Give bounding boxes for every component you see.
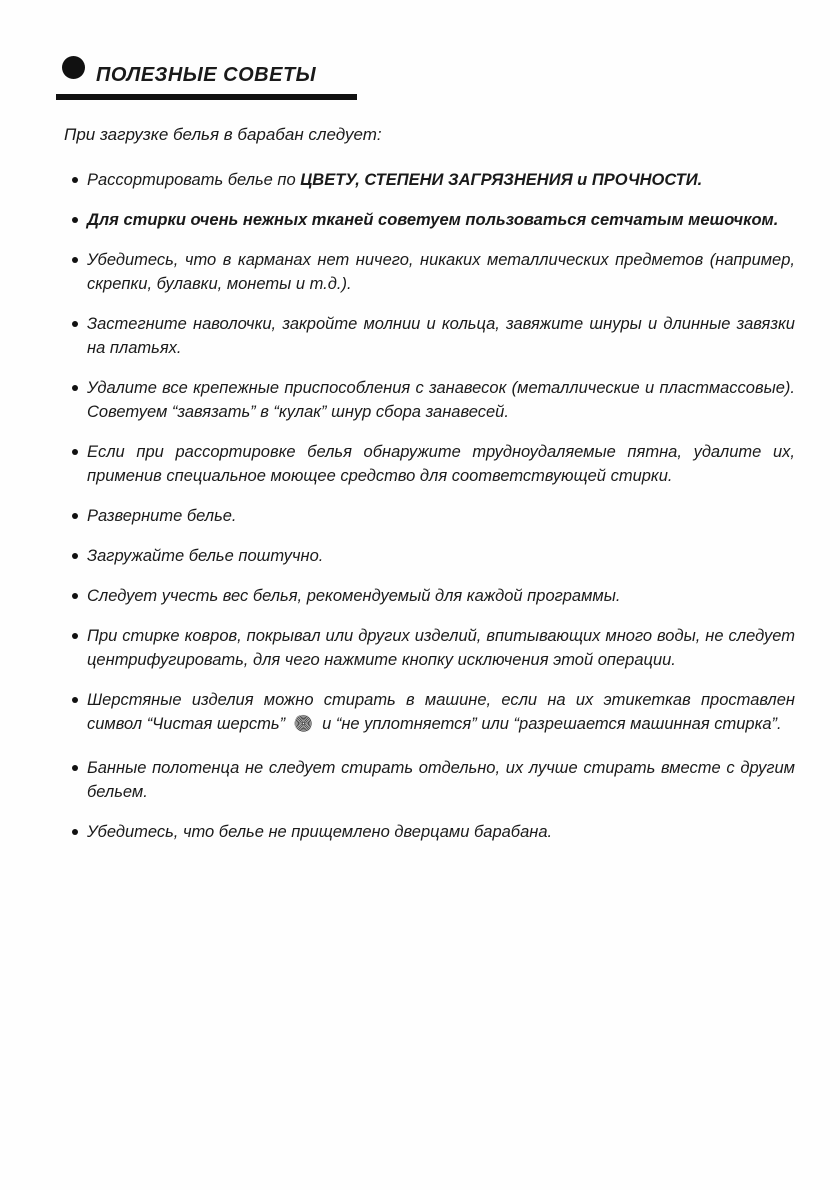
tips-list [57,168,795,844]
bullet-dot-icon [72,593,78,599]
list-item [72,544,795,568]
bullet-text: Застегните наволочки, закройте молнии и кольца, завяжите шнуры и длинные завязки на платьях. [87,315,795,357]
list-item [72,440,795,488]
list-item [72,168,795,192]
bullet-dot-icon [72,257,78,263]
list-item [72,312,795,360]
bullet-text: Рассортировать белье по [87,171,301,189]
list-item [72,504,795,528]
woolmark-icon [293,714,314,740]
bullet-text: Убедитесь, что белье не прищемлено дверцами барабана. [87,823,553,841]
list-item [72,376,795,424]
bullet-dot-icon [72,217,78,223]
bullet-dot-icon [72,697,78,703]
bullet-dot-icon [72,633,78,639]
bullet-text: Разверните белье. [87,507,237,525]
bullet-dot-icon [72,449,78,455]
bullet-dot-icon [72,513,78,519]
list-item [72,624,795,672]
bullet-dot-icon [72,177,78,183]
bullet-text: Загружайте белье поштучно. [87,547,324,565]
list-item [72,756,795,804]
bullet-text-bold: ЦВЕТУ, СТЕПЕНИ ЗАГРЯЗНЕНИЯ и ПРОЧНОСТИ. [300,171,703,189]
bullet-text: Удалите все крепежные приспособления с занавесок (металлические и пластмассовые). Советуем “завязать” в “кулак” шнур сбора занавесей. [87,379,795,421]
bullet-text: Следует учесть вес белья, рекомендуемый для каждой программы. [87,587,621,605]
bullet-text: Шерстяные изделия можно стирать в машине, если на их этикеткав проставлен символ “Чистая шерсть” [87,691,795,733]
list-item-woolmark [72,688,795,740]
bullet-dot-icon [72,553,78,559]
bullet-text: Убедитесь, что в карманах нет ничего, никаких металлических предметов (например, скрепки, булавки, монеты и т.д.). [87,251,795,293]
header-underline [56,94,357,100]
bullet-dot-icon [72,765,78,771]
list-item [72,208,795,232]
section-bullet-circle-icon [62,56,85,79]
list-item [72,584,795,608]
bullet-dot-icon [72,829,78,835]
bullet-dot-icon [72,385,78,391]
intro-text: При загрузке белья в барабан следует: [64,125,382,144]
bullet-text: и “не уплотняется” или “разрешается машинная стирка”. [322,715,782,733]
bullet-text: Если при рассортировке белья обнаружите трудноудаляемые пятна, удалите их, применив специальное моющее средство для соответствующей стирки. [87,443,795,485]
bullet-text: Для стирки очень нежных тканей советуем пользоваться сетчатым мешочком. [87,211,779,229]
bullet-dot-icon [72,321,78,327]
bullet-text: При стирке ковров, покрывал или других изделий, впитывающих много воды, не следует центрифугировать, для чего нажмите кнопку исключения этой операции. [87,627,795,669]
section-header [57,56,795,100]
list-item [72,248,795,296]
page-title: ПОЛЕЗНЫЕ СОВЕТЫ [96,64,317,86]
bullet-text: Банные полотенца не следует стирать отдельно, их лучше стирать вместе с другим бельем. [87,759,795,801]
list-item [72,820,795,844]
